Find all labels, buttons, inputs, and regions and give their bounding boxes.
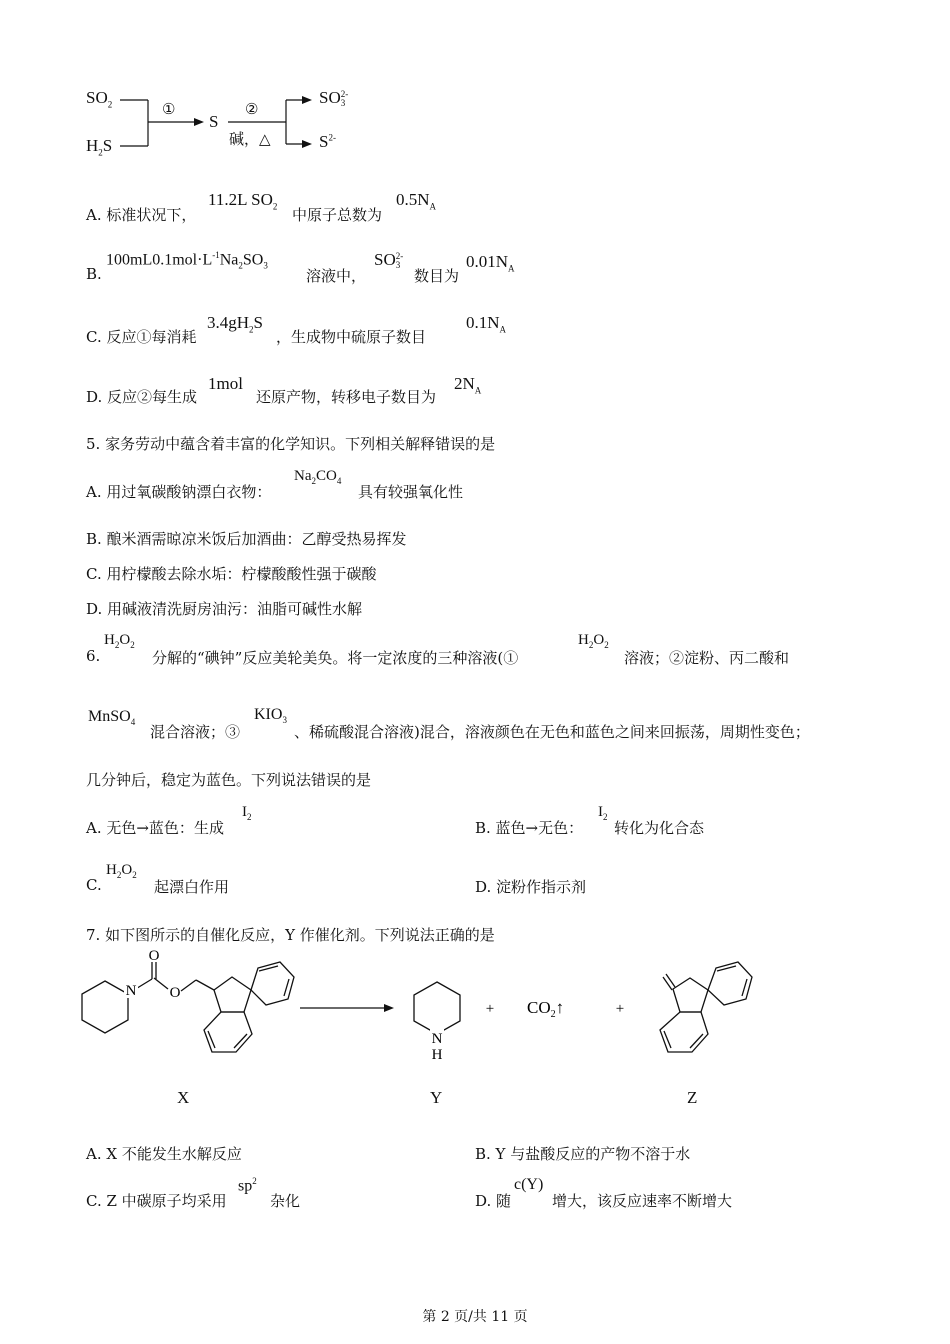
- q4-a-text: A. 标准状况下，: [86, 206, 197, 224]
- q5-a-formula: $Na_2CO_4$: [294, 468, 342, 486]
- label-y: Y: [430, 1088, 443, 1107]
- q5-a-text: A. 用过氧碳酸钠漂白衣物：: [86, 483, 272, 501]
- q6-c-text-2: 起漂白作用: [154, 878, 230, 896]
- q6-number: 6.: [86, 647, 101, 665]
- q4-b-text-3: 数目为: [414, 267, 460, 285]
- q4-c-text: C. 反应①每消耗: [86, 328, 197, 346]
- q7-d-text-2: 增大，该反应速率不断增大: [552, 1192, 733, 1210]
- q6-a-formula: $I_2$: [242, 804, 252, 822]
- q4-b-formula-3: $0.01N_A$: [466, 252, 515, 274]
- q6-formula-h2o2-2: $H_2O_2$: [578, 632, 609, 650]
- q6-c-formula: $H_2O_2$: [106, 862, 137, 880]
- reactant-so2: $SO_2$: [86, 88, 113, 110]
- q5-option-d: D. 用碱液清洗厨房油污：油脂可碱性水解: [86, 600, 363, 618]
- q5-stem: 5. 家务劳动中蕴含着丰富的化学知识。下列相关解释错误的是: [86, 435, 496, 453]
- q4-d-formula-1: 1mol: [208, 374, 243, 393]
- q5-option-b: B. 酿米酒需晾凉米饭后加酒曲：乙醇受热易挥发: [86, 530, 407, 548]
- q7-reaction-diagram: [0, 950, 950, 1090]
- atom-o-ester: O: [169, 985, 181, 1001]
- scheme-lines: [0, 0, 420, 170]
- q4-c-formula-2: $0.1N_A$: [466, 313, 507, 335]
- label-z: Z: [687, 1088, 698, 1107]
- q7-option-a: A. X 不能发生水解反应: [86, 1145, 242, 1163]
- q6-b-text: B. 蓝色→无色：: [475, 819, 584, 837]
- q6-formula-kio3: $KIO_3$: [254, 706, 287, 726]
- q4-a-formula-1: 11.2L $SO_2$: [208, 190, 278, 212]
- q4-c-formula-1: $3.4gH_2S$: [207, 313, 263, 335]
- atom-n-y: N: [431, 1031, 443, 1047]
- step-1-label: ①: [162, 100, 176, 118]
- q6-formula-h2o2: $H_2O_2$: [104, 632, 135, 650]
- label-x: X: [177, 1088, 190, 1107]
- atom-h-y: H: [431, 1047, 443, 1063]
- q4-c-text-2: ，生成物中硫原子数目: [276, 328, 427, 346]
- q6-a-text: A. 无色→蓝色：生成: [86, 819, 224, 837]
- q6-text-3: 混合溶液；③: [150, 723, 241, 741]
- q7-option-b: B. Y 与盐酸反应的产物不溶于水: [475, 1145, 691, 1163]
- intermediate-s: S: [209, 112, 219, 131]
- product-s2: $S^{2-}$: [319, 132, 336, 151]
- q4-b-formula-1: $100mL0.1mol\cdot L^{-1}Na_2SO_3$: [106, 250, 268, 271]
- q6-c-text: C.: [86, 876, 102, 894]
- product-so3: SO 2- 3: [319, 88, 349, 109]
- q7-c-formula: $sp^2$: [238, 1176, 257, 1195]
- q4-a-text-2: 中原子总数为: [292, 206, 383, 224]
- q4-d-formula-2: $2N_A$: [454, 374, 482, 396]
- atom-o-carbonyl: O: [148, 950, 160, 964]
- plus-sign-1: +: [485, 1001, 495, 1017]
- q7-d-formula: c(Y): [514, 1176, 544, 1193]
- q4-d-text-2: 还原产物，转移电子数目为: [256, 388, 437, 406]
- q7-stem: 7. 如下图所示的自催化反应，Y 作催化剂。下列说法正确的是: [86, 926, 495, 944]
- q6-formula-mnso4: MnSO$_4$: [88, 708, 136, 728]
- q6-text-4: 、稀硫酸混合溶液)混合，溶液颜色在无色和蓝色之间来回振荡，周期性变色；: [294, 723, 810, 741]
- q6-b-text-2: 转化为化合态: [614, 819, 705, 837]
- q6-text-2: 溶液；②淀粉、丙二酸和: [624, 649, 790, 667]
- q6-text-1: 分解的“碘钟”反应美轮美奂。将一定浓度的三种溶液(①: [152, 649, 519, 667]
- atom-n-x: N: [125, 983, 137, 999]
- q7-c-text: C. Z 中碳原子均采用: [86, 1192, 227, 1210]
- page-footer: 第 2 页/共 11 页: [422, 1309, 528, 1325]
- q7-c-text-2: 杂化: [270, 1192, 301, 1210]
- plus-sign-2: +: [615, 1001, 625, 1017]
- q7-d-text: D. 随: [475, 1192, 512, 1210]
- q4-b-text: B.: [86, 265, 102, 283]
- co2-formula: $CO_2↑$: [527, 998, 565, 1020]
- step-2-condition: 碱，△: [229, 130, 271, 148]
- q5-option-c: C. 用柠檬酸去除水垢：柠檬酸酸性强于碳酸: [86, 565, 377, 583]
- reactant-h2s: $H_2S$: [86, 136, 113, 158]
- q4-b-formula-2: SO 2- 3: [374, 250, 404, 271]
- q5-a-text-2: 具有较强氧化性: [358, 483, 464, 501]
- q4-a-formula-2: $0.5N_A$: [396, 190, 437, 212]
- q4-d-text: D. 反应②每生成: [86, 388, 198, 406]
- q6-b-formula: $I_2$: [598, 804, 608, 822]
- q4-b-text-2: 溶液中，: [306, 267, 367, 285]
- q6-option-d: D. 淀粉作指示剂: [475, 878, 587, 896]
- q6-text-5: 几分钟后，稳定为蓝色。下列说法错误的是: [86, 771, 372, 789]
- step-2-label: ②: [245, 100, 259, 118]
